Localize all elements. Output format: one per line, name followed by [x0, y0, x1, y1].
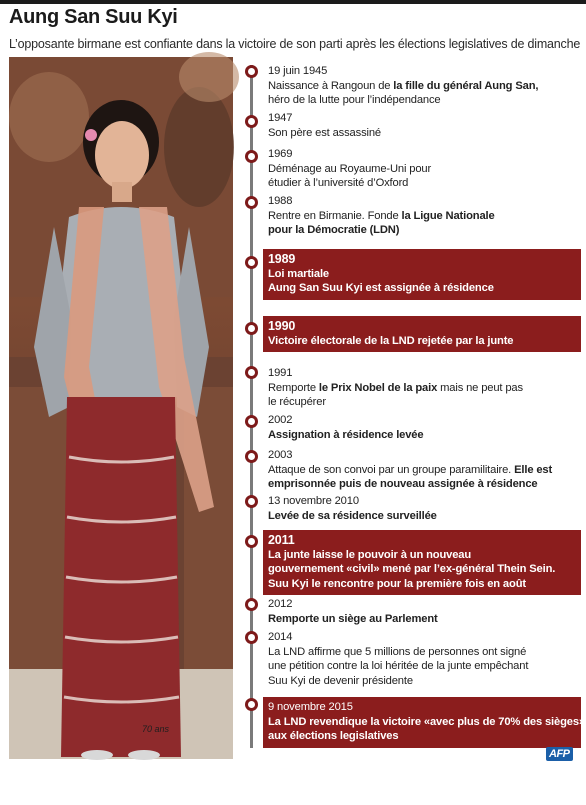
timeline-line: [250, 65, 253, 748]
entry-text: gouvernement «civil» mené par l’ex-général Thein Sein.: [268, 563, 556, 575]
entry-text-bold: Elle est: [514, 463, 553, 476]
entry-text: héro de la lutte pour l’indépendance: [268, 94, 441, 106]
entry-text-bold: Assignation à résidence levée: [268, 428, 424, 441]
timeline-highlight-1989: [263, 249, 581, 300]
entry-text: Attaque de son convoi par un groupe paramilitaire.: [268, 463, 515, 476]
entry-date: 1988: [268, 195, 293, 207]
entry-text: Naissance à Rangoun de: [268, 79, 394, 92]
page-subtitle: L’opposante birmane est confiante dans la victoire de son parti après les élections legislatives de dimanche: [9, 37, 581, 51]
entry-date: 13 novembre 2010: [268, 495, 359, 507]
entry-text-bold: Levée de sa résidence surveillée: [268, 509, 437, 522]
timeline-entry-2014: [268, 630, 528, 688]
entry-text-bold: pour la Démocratie (LDN): [268, 224, 400, 236]
entry-text: le récupérer: [268, 396, 326, 408]
afp-logo: AFP: [546, 747, 573, 761]
entry-text: mais ne peut pas: [437, 381, 523, 394]
timeline-dot: [245, 415, 258, 428]
entry-date: 9 novembre 2015: [268, 701, 353, 713]
timeline-dot: [245, 115, 258, 128]
entry-text-bold: la fille du général Aung San,: [393, 79, 539, 92]
entry-text: Suu Kyi de devenir présidente: [268, 674, 413, 687]
timeline-dot: [245, 495, 258, 508]
entry-text: Déménage au Royaume-Uni pour: [268, 162, 432, 175]
entry-text: étudier à l’université d’Oxford: [268, 177, 409, 189]
timeline-dot: [245, 150, 258, 163]
timeline-entry-1947: [268, 111, 381, 140]
top-rule: [0, 0, 586, 4]
photo-caption: [131, 772, 220, 805]
timeline-dot: [245, 450, 258, 463]
timeline-dot: [245, 196, 258, 209]
timeline-dot: [245, 366, 258, 379]
entry-text: aux élections legislatives: [268, 730, 399, 742]
timeline-entry-1945: [268, 64, 538, 108]
entry-date: 1947: [268, 112, 293, 124]
entry-text: une pétition contre la loi héritée de la junte empêchant: [268, 660, 529, 672]
timeline-highlight-1990: [263, 316, 581, 352]
entry-date: 1989: [268, 252, 296, 266]
timeline-dot: [245, 698, 258, 711]
entry-date: 1990: [268, 319, 296, 333]
entry-date: 2003: [268, 449, 293, 461]
entry-text-bold: le Prix Nobel de la paix: [318, 381, 438, 394]
caption-line: à Rome, octobre 2013: [131, 783, 221, 793]
entry-text: Son père est assassiné: [268, 126, 381, 139]
timeline-entry-2002: [268, 413, 423, 442]
entry-date: 19 juin 1945: [268, 65, 328, 77]
entry-date: 1991: [268, 367, 293, 379]
timeline-highlight-2011: [263, 530, 581, 595]
entry-text: Loi martiale: [268, 267, 329, 280]
caption-line: Photo : Gabriel Bouys: [131, 794, 219, 804]
caption-line: Aung San Suu Kyi: [131, 772, 205, 782]
timeline-entry-1988: [268, 194, 495, 238]
entry-text-bold: la Ligue Nationale: [401, 209, 495, 222]
page-title: Aung San Suu Kyi: [9, 6, 178, 28]
entry-text: Remporte: [268, 381, 319, 394]
entry-text-bold: emprisonnée puis de nouveau assignée à résidence: [268, 478, 538, 490]
entry-date: 2002: [268, 414, 293, 426]
timeline-entry-2010: [268, 494, 437, 523]
entry-text-bold: Remporte un siège au Parlement: [268, 612, 438, 625]
portrait-illustration: [9, 57, 233, 759]
entry-text: Victoire électorale de la LND rejetée par la junte: [268, 334, 514, 347]
timeline-entry-1991: [268, 366, 523, 410]
portrait-photo: [9, 57, 233, 804]
entry-date: 2014: [268, 631, 293, 643]
entry-date: 2011: [268, 533, 295, 547]
entry-text: La LND revendique la victoire «avec plus de 70% des sièges»: [268, 715, 585, 728]
entry-date: 2012: [268, 598, 293, 610]
entry-text: Suu Kyi le rencontre pour la première fois en août: [268, 577, 526, 590]
entry-text: Rentre en Birmanie. Fonde: [268, 209, 402, 222]
timeline-highlight-2015: [263, 697, 585, 748]
entry-text: La LND affirme que 5 millions de personnes ont signé: [268, 645, 527, 658]
timeline-dot: [245, 598, 258, 611]
age-label: 70 ans: [142, 724, 170, 734]
entry-text: La junte laisse le pouvoir à un nouveau: [268, 548, 472, 561]
timeline-dot: [245, 65, 258, 78]
timeline-dot: [245, 535, 258, 548]
entry-date: 1969: [268, 148, 293, 160]
timeline-dot: [245, 256, 258, 269]
timeline-dot: [245, 631, 258, 644]
timeline-entry-1969: [268, 147, 431, 191]
timeline-entry-2012: [268, 597, 438, 626]
timeline-dot: [245, 322, 258, 335]
timeline-entry-2003: [268, 448, 552, 492]
entry-text: Aung San Suu Kyi est assignée à résidence: [268, 282, 494, 294]
